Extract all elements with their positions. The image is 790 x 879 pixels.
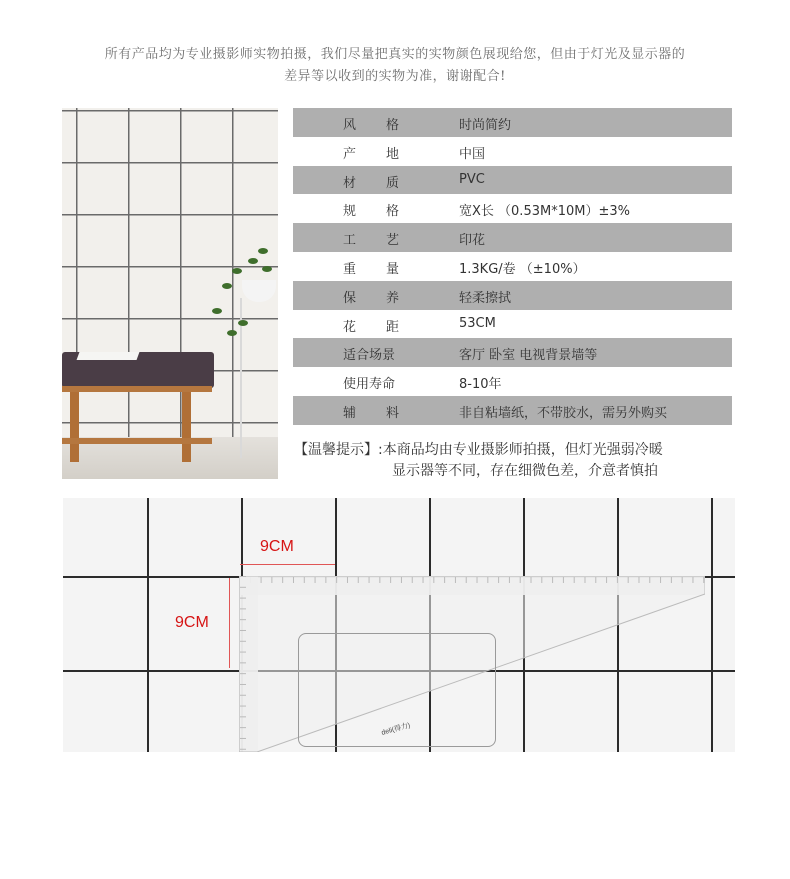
spec-key: 保养 — [343, 290, 430, 306]
plant-leaf — [258, 248, 268, 254]
plant-leaf — [232, 268, 242, 274]
bench-shelf — [62, 438, 212, 444]
height-label: 9CM — [175, 614, 209, 631]
spec-value: 1.3KG/卷 （±10%） — [459, 261, 586, 277]
spec-row — [293, 194, 732, 223]
spec-key: 产地 — [343, 146, 430, 162]
plant-leaf — [222, 283, 232, 289]
spec-value: 时尚简约 — [459, 118, 512, 133]
spec-key: 重量 — [343, 261, 430, 277]
height-measure-line — [229, 578, 230, 668]
spec-value: 轻柔擦拭 — [459, 290, 512, 306]
spec-table — [293, 108, 732, 425]
ruler-brand: deli(得力) — [380, 722, 412, 737]
spec-key: 辅料 — [343, 405, 430, 421]
spec-row — [293, 367, 732, 396]
warm-tip — [294, 440, 663, 482]
plant-leaf — [227, 330, 237, 336]
book — [77, 352, 140, 360]
spec-row — [293, 338, 732, 367]
spec-key: 风格 — [343, 118, 430, 133]
spec-key: 规格 — [343, 204, 430, 220]
notice-text — [0, 44, 790, 88]
notice-line-1: 所有产品均为专业摄影师实物拍摄，我们尽量把真实的实物颜色展现给您，但由于灯光及显示器的 — [104, 47, 686, 62]
spec-key: 花距 — [343, 319, 430, 335]
spec-value: 非自粘墙纸，不带胶水，需另外购买 — [459, 405, 668, 421]
plant-pot — [242, 280, 276, 302]
plant-leaf — [238, 320, 248, 326]
spec-row — [293, 281, 732, 310]
spec-value: 宽X长 （0.53M*10M）±3% — [459, 204, 630, 220]
spec-row — [293, 223, 732, 252]
plant-leaf — [262, 266, 272, 272]
spec-row — [293, 137, 732, 166]
width-label: 9CM — [260, 538, 294, 555]
spec-row — [293, 310, 732, 339]
spec-row — [293, 396, 732, 425]
width-measure-line — [240, 564, 335, 565]
spec-row — [293, 108, 732, 137]
tip-line-1: 【温馨提示】:本商品均由专业摄影师拍摄，但灯光强弱冷暖 — [294, 442, 663, 458]
spec-row — [293, 166, 732, 195]
bench-leg — [182, 392, 191, 462]
plant-leaf — [248, 258, 258, 264]
spec-key: 工艺 — [343, 233, 430, 249]
spec-value: 客厅 卧室 电视背景墙等 — [459, 348, 598, 364]
spec-value: 印花 — [459, 233, 486, 249]
spec-value: PVC — [459, 171, 485, 187]
spec-value: 53CM — [459, 315, 496, 331]
tip-line-2: 显示器等不同，存在细微色差，介意者慎拍 — [392, 463, 658, 479]
spec-row — [293, 252, 732, 281]
spec-key: 适合场景 — [343, 348, 396, 364]
product-room-photo — [62, 108, 278, 479]
spec-value: 中国 — [459, 146, 486, 162]
bench-leg — [70, 392, 79, 462]
spec-key: 使用寿命 — [343, 377, 396, 393]
notice-line-2: 差异等以收到的实物为准，谢谢配合! — [284, 69, 506, 84]
spec-key: 材质 — [343, 175, 430, 191]
plant-leaf — [212, 308, 222, 314]
spec-value: 8-10年 — [459, 377, 502, 393]
pattern-measurement-photo — [63, 498, 735, 752]
